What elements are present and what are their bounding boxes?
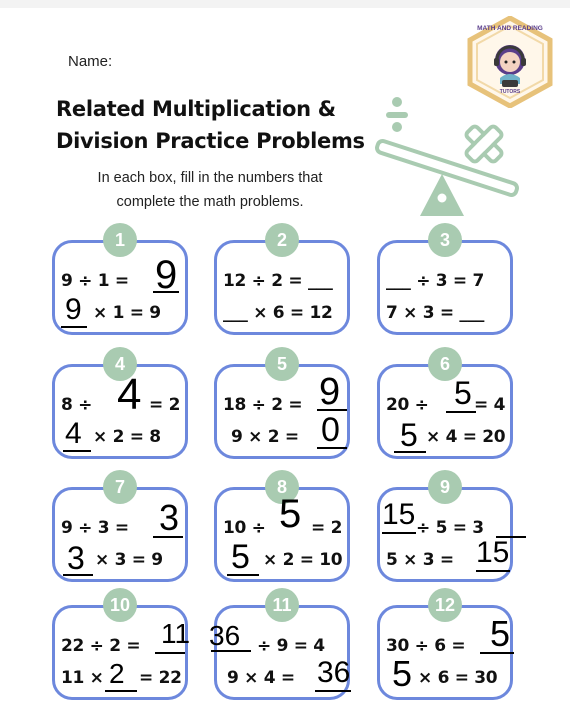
equation-text: = 4 [474,395,506,415]
handwritten-answer[interactable] [476,538,509,568]
equation-text: × 6 = 30 [418,668,498,688]
equation-text: 30 ÷ 6 = [386,636,466,656]
handwritten-answer[interactable] [490,613,511,654]
equation-2 [93,427,179,447]
answer-underline [105,690,137,692]
answer-underline [446,411,476,413]
equation-text: 7 × 3 = ___ [386,303,485,323]
handwritten-answer[interactable] [454,377,472,409]
equation-1-rest [149,395,179,415]
equation-2 [426,427,504,447]
answer-underline [394,451,426,453]
equation-2 [223,303,341,323]
answer-text: 3 [67,540,85,576]
handwritten-answer[interactable] [382,500,415,530]
handwritten-answer[interactable] [400,419,418,451]
answer-text: 2 [109,658,125,689]
problem-card-6 [377,353,513,459]
problem-number-badge: 6 [428,347,462,381]
handwritten-answer[interactable] [155,255,177,295]
equation-text: 9 ÷ 1 = [61,271,129,291]
equation-text: 20 ÷ [386,395,429,415]
answer-underline [480,652,514,654]
problem-card-10 [52,594,191,700]
handwritten-answer[interactable] [161,620,190,648]
problem-card-5 [214,353,350,459]
handwritten-answer[interactable] [231,540,250,574]
problem-number-badge: 3 [428,223,462,257]
equation-text: 11 × [61,668,104,688]
equation-text: ÷ 5 = 3 [416,518,484,538]
answer-text: 5 [454,375,472,411]
problem-number-badge: 9 [428,470,462,504]
problem-number-badge: 10 [103,588,137,622]
equation-text: 9 × 2 = [231,427,299,447]
equation-1 [416,518,504,538]
equation-2 [418,668,504,688]
answer-text: 15 [476,536,510,569]
answer-text: 5 [231,538,250,576]
equation-2 [93,303,179,323]
problem-number-badge: 7 [103,470,137,504]
handwritten-answer[interactable] [117,370,142,419]
logo-text-bottom: TUTORS [499,89,521,95]
answer-text: 5 [279,492,302,536]
answer-text: 3 [159,497,180,538]
answer-underline [63,574,93,576]
answer-text: 9 [319,371,341,413]
answer-text: 0 [321,411,340,449]
equation-text: ___ ÷ 3 = 7 [386,271,485,291]
equation-text: ÷ 9 = 4 [257,636,325,656]
handwritten-answer[interactable] [321,413,340,447]
equation-1-rest [474,395,504,415]
answer-underline [61,326,87,328]
equation-1 [386,271,504,291]
problem-number-badge: 4 [103,347,137,381]
equation-1-rest [311,518,341,538]
equation-text: × 4 = 20 [426,427,506,447]
equation-text: × 2 = 8 [93,427,161,447]
answer-underline [155,652,185,654]
handwritten-answer[interactable] [67,542,85,574]
problem-number-badge: 1 [103,223,137,257]
answer-underline [317,447,347,449]
problem-card-12 [377,594,513,700]
equation-text: = 2 [149,395,181,415]
equation-text: 9 ÷ 3 = [61,518,129,538]
equation-text: = 2 [311,518,343,538]
answer-text: 9 [155,253,178,297]
problem-card-2 [214,229,350,335]
handwritten-answer[interactable] [392,653,413,694]
equation-text: 12 ÷ 2 = ___ [223,271,333,291]
equation-text: × 3 = 9 [95,550,163,570]
handwritten-answer[interactable] [65,419,82,449]
equation-2-rest [139,668,182,688]
title-line-2: Division Practice Problems [56,129,365,153]
problem-card-3 [377,229,513,335]
equation-1 [223,271,341,291]
answer-text: 4 [117,370,142,419]
answer-text: 11 [161,618,191,649]
answer-text: 5 [400,417,418,453]
answer-text: 5 [392,653,413,694]
problem-card-4 [52,353,188,459]
answer-text: 36 [209,620,241,651]
answer-underline [153,291,179,293]
equation-text: 10 ÷ [223,518,266,538]
answer-underline [315,690,351,692]
problem-card-8 [214,476,350,582]
logo-text-top: MATH AND READING [477,25,543,32]
handwritten-answer[interactable] [65,295,82,325]
equation-text: 8 ÷ [61,395,93,415]
answer-text: 15 [382,498,416,531]
answer-text: 9 [65,293,82,326]
equation-text: 5 × 3 = [386,550,454,570]
problem-number-badge: 11 [265,588,299,622]
equation-text: × 1 = 9 [93,303,161,323]
answer-underline [63,450,91,452]
equation-text: 22 ÷ 2 = [61,636,141,656]
answer-underline [211,650,251,652]
equation-1 [257,636,341,656]
handwritten-answer[interactable] [209,622,240,650]
problem-number-badge: 2 [265,223,299,257]
equation-2 [95,550,179,570]
answer-text: 5 [490,613,511,654]
problem-card-11 [209,594,351,700]
handwritten-answer[interactable] [109,660,125,688]
answer-text: 36 [317,656,351,689]
equation-text: ___ × 6 = 12 [223,303,333,323]
answer-underline [476,570,510,572]
title-line-1: Related Multiplication & [56,97,336,121]
problem-number-badge: 5 [265,347,299,381]
problem-number-badge: 12 [428,588,462,622]
answer-text: 4 [65,417,82,450]
name-label: Name: [68,53,113,70]
equation-text: = 22 [139,668,182,688]
problem-card-7 [52,476,188,582]
equation-text: × 2 = 10 [263,550,343,570]
problem-card-1 [52,229,188,335]
equation-text: 18 ÷ 2 = [223,395,303,415]
handwritten-answer[interactable] [159,497,180,538]
handwritten-answer[interactable] [319,373,340,411]
instructions-line-2: complete the math problems. [116,194,304,210]
answer-underline [227,574,259,576]
problem-card-9 [377,476,513,582]
equation-2 [386,303,504,323]
answer-underline [382,532,416,534]
problem-number-badge: 8 [265,470,299,504]
instructions-line-1: In each box, fill in the numbers that [97,170,323,186]
equation-text: 9 × 4 = [227,668,295,688]
equation-2 [263,550,341,570]
answer-underline [153,536,183,538]
handwritten-answer[interactable] [317,658,350,688]
handwritten-answer[interactable] [279,494,301,534]
